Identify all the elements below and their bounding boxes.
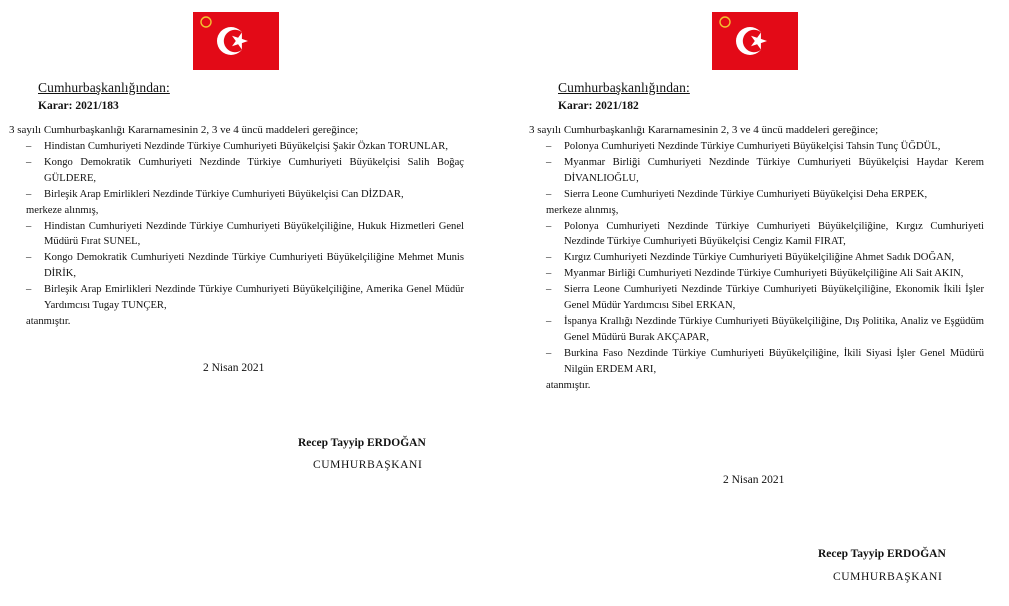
appointment-text: Birleşik Arap Emirlikleri Nezdinde Türkiye Cumhuriyeti Büyükelçisi Can DİZDAR, (44, 188, 404, 200)
closing-word: atanmıştır. (546, 379, 591, 391)
list-dash: – (546, 315, 552, 327)
list-dash: – (26, 284, 32, 296)
list-dash: – (26, 188, 32, 200)
list-dash: – (546, 141, 552, 152)
appointment-text: Myanmar Birliği Cumhuriyeti Nezdinde Türkiye Cumhuriyeti Büyükelçisi Haydar Kerem DİVANLIOĞLU, (564, 156, 984, 184)
list-dash: – (546, 188, 552, 200)
status-line: merkeze alınmış, (546, 204, 619, 216)
appointment-text: Hindistan Cumhuriyeti Nezdinde Türkiye Cumhuriyeti Büyükelçisi Şakir Özkan TORUNLAR, (44, 141, 448, 152)
appointment-item (546, 219, 984, 251)
legal-basis: 3 sayılı Cumhurbaşkanlığı Kararnamesinin 2, 3 ve 4 üncü maddeleri gereğince; (529, 124, 879, 136)
appointment-item (546, 314, 984, 346)
appointment-item (26, 282, 464, 314)
closing-word: atanmıştır. (26, 315, 71, 327)
appointment-text: Myanmar Birliği Cumhuriyeti Nezdinde Türkiye Cumhuriyeti Büyükelçiliğine Ali Sait AKIN, (564, 268, 964, 280)
decree-document-left (0, 0, 485, 606)
list-dash: – (546, 252, 552, 264)
appointment-item (26, 250, 464, 282)
appointment-text: Kırgız Cumhuriyeti Nezdinde Türkiye Cumhuriyeti Büyükelçiliğine Ahmet Sadık DOĞAN, (564, 252, 955, 264)
appointment-item (546, 266, 984, 282)
decree-document-right (520, 0, 1009, 606)
appointment-text: Hindistan Cumhuriyeti Nezdinde Türkiye Cumhuriyeti Büyükelçiliğine, Hukuk Hizmetleri Genel Müdürü Fırat SUNEL, (44, 220, 464, 248)
appointment-text: Kongo Demokratik Cumhuriyeti Nezdinde Türkiye Cumhuriyeti Büyükelçiliğine Mehmet Munis DİRİK, (44, 252, 464, 280)
appointment-list (546, 139, 984, 394)
issuer-header: Cumhurbaşkanlığından: (558, 80, 690, 95)
appointment-item (546, 282, 984, 314)
list-dash: – (26, 156, 32, 168)
turkish-flag-icon (712, 12, 798, 70)
signer-title: CUMHURBAŞKANI (833, 571, 943, 583)
list-dash: – (26, 220, 32, 232)
status-line: merkeze alınmış, (26, 204, 99, 216)
decision-number: Karar: 2021/182 (558, 100, 639, 112)
appointment-item (26, 139, 464, 155)
appointment-text: Kongo Demokratik Cumhuriyeti Nezdinde Türkiye Cumhuriyeti Büyükelçisi Salih Boğaç GÜLDERE, (44, 156, 464, 184)
turkish-flag-icon (193, 12, 279, 70)
appointment-item (26, 219, 464, 251)
appointment-text: Polonya Cumhuriyeti Nezdinde Türkiye Cumhuriyeti Büyükelçiliğine, Kırgız Cumhuriyeti Nezdinde Türkiye Cumhuriyeti Büyükelçisi Cengiz Kamil FIRAT, (564, 220, 984, 248)
list-dash: – (26, 252, 32, 264)
appointment-text: Sierra Leone Cumhuriyeti Nezdinde Türkiye Cumhuriyeti Büyükelçiliğine, Ekonomik İkili İşler Genel Müdür Yardımcısı Sibel ERKAN, (564, 284, 984, 312)
legal-basis: 3 sayılı Cumhurbaşkanlığı Kararnamesinin 2, 3 ve 4 üncü maddeleri gereğince; (9, 124, 359, 136)
appointment-text: Polonya Cumhuriyeti Nezdinde Türkiye Cumhuriyeti Büyükelçisi Tahsin Tunç ÜĞDÜL, (564, 141, 941, 152)
signer-name: Recep Tayyip ERDOĞAN (818, 548, 946, 560)
list-dash: – (546, 284, 552, 296)
appointment-item (546, 346, 984, 378)
list-dash: – (546, 268, 552, 280)
list-dash: – (546, 347, 552, 359)
appointment-item (546, 187, 984, 203)
appointment-item (26, 187, 464, 203)
list-dash: – (546, 156, 552, 168)
list-dash: – (26, 141, 32, 152)
decree-date: 2 Nisan 2021 (203, 362, 265, 374)
appointment-text: Burkina Faso Nezdinde Türkiye Cumhuriyeti Büyükelçiliğine, İkili Siyasi İşler Genel Müdürü Nilgün ERDEM ARI, (564, 347, 984, 375)
appointment-item (546, 139, 984, 155)
issuer-header: Cumhurbaşkanlığından: (38, 80, 170, 95)
appointment-item (546, 250, 984, 266)
signer-name: Recep Tayyip ERDOĞAN (298, 437, 426, 449)
appointment-list (26, 139, 464, 330)
decision-number: Karar: 2021/183 (38, 100, 119, 112)
signer-title: CUMHURBAŞKANI (313, 459, 423, 471)
list-dash: – (546, 220, 552, 232)
appointment-text: İspanya Krallığı Nezdinde Türkiye Cumhuriyeti Büyükelçiliğine, Dış Politika, Analiz ve Eşgüdüm Genel Müdürü Burak AKÇAPAR, (564, 315, 984, 343)
decree-date: 2 Nisan 2021 (723, 474, 785, 486)
appointment-item (546, 155, 984, 187)
appointment-text: Birleşik Arap Emirlikleri Nezdinde Türkiye Cumhuriyeti Büyükelçiliğine, Amerika Genel Müdür Yardımcısı Tugay TUNÇER, (44, 284, 464, 312)
appointment-item (26, 155, 464, 187)
appointment-text: Sierra Leone Cumhuriyeti Nezdinde Türkiye Cumhuriyeti Büyükelçisi Deha ERPEK, (564, 188, 928, 200)
